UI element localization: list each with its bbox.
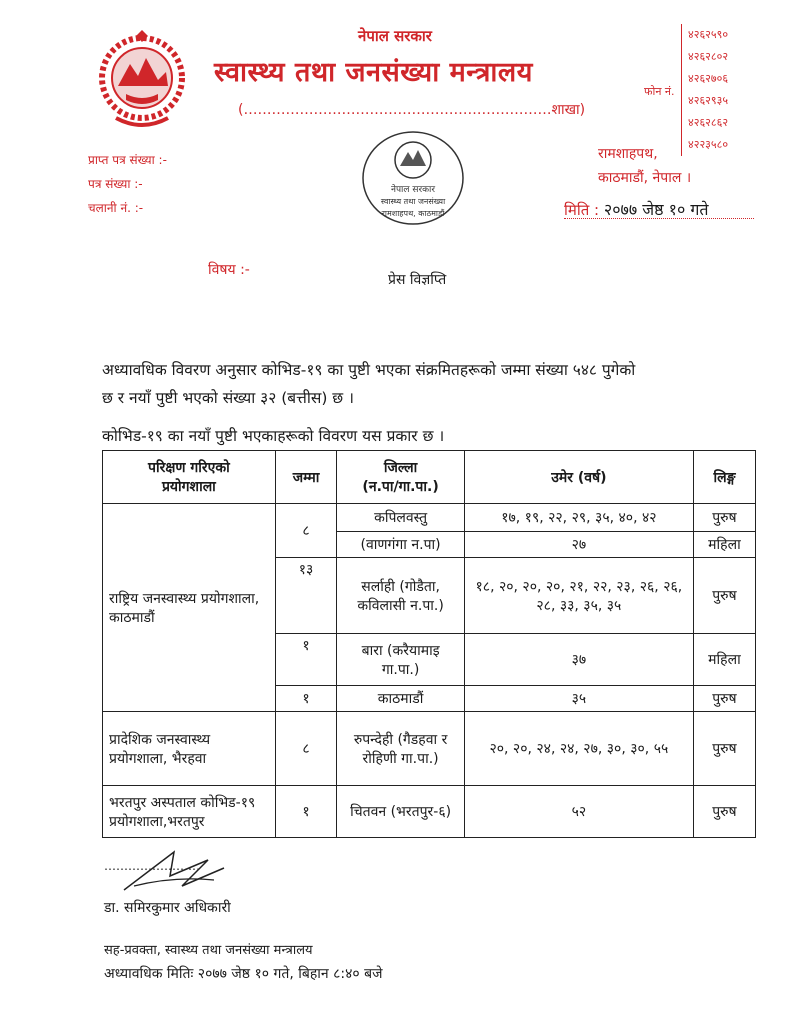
total-cell: ८ [275, 504, 337, 558]
header-age: उमेर (वर्ष) [464, 451, 693, 504]
official-stamp [358, 126, 468, 231]
age-cell: २७ [464, 532, 693, 558]
paragraph-new-cases: छ र नयाँ पुष्टी भएको संख्या ३२ (बत्तीस) छ । [102, 389, 354, 407]
table-row [103, 504, 756, 532]
total-cell: ८ [275, 712, 337, 786]
age-cell: ५२ [464, 786, 693, 838]
phone-number: ४२६२५९० [688, 28, 729, 41]
government-heading: नेपाल सरकार [358, 27, 432, 45]
new-cases-table [102, 450, 756, 838]
total-cell: १३ [275, 558, 337, 634]
phone-number: ४२६२८०२ [688, 50, 729, 63]
header-lab: परिक्षण गरिएको प्रयोगशाला [103, 451, 276, 504]
received-ref: प्राप्त पत्र संख्या :- [88, 153, 167, 167]
dispatch-ref: चलानी नं. :- [88, 201, 144, 215]
lab-cell: राष्ट्रिय जनस्वास्थ्य प्रयोगशाला, काठमाडौं [103, 504, 276, 712]
section-line: (…………………………………………………………शाखा) [238, 102, 586, 118]
header-total: जम्मा [275, 451, 337, 504]
gender-cell: पुरुष [693, 504, 755, 532]
header-district: जिल्ला (न.पा/गा.पा.) [337, 451, 465, 504]
address-line-2: काठमाडौं, नेपाल । [598, 170, 692, 186]
table-row [103, 786, 756, 838]
gender-cell: पुरुष [693, 686, 755, 712]
phone-number: ४२६२८६२ [688, 116, 729, 129]
phone-number: ४२२३५८० [688, 138, 729, 151]
lab-cell: प्रादेशिक जनस्वास्थ्य प्रयोगशाला, भैरहवा [103, 712, 276, 786]
gender-cell: महिला [693, 532, 755, 558]
age-cell: १८, २०, २०, २०, २१, २२, २३, २६, २६, २८, ३३, ३५, ३५ [464, 558, 693, 634]
age-cell: १७, १९, २२, २९, ३५, ४०, ४२ [464, 504, 693, 532]
reference-block [88, 148, 167, 220]
nepal-emblem-icon [96, 28, 188, 132]
updated-timestamp: अध्यावधिक मितिः २०७७ जेष्ठ १० गते, बिहान ८:४० बजे [104, 966, 383, 982]
address-line-1: रामशाहपथ, [598, 146, 658, 162]
district-cell: सर्लाही (गोडैता, कविलासी न.पा.) [337, 558, 465, 634]
table-header-row [103, 451, 756, 504]
total-cell: १ [275, 686, 337, 712]
lab-cell: भरतपुर अस्पताल कोभिड-१९ प्रयोगशाला,भरतपुर [103, 786, 276, 838]
paragraph-details-intro: कोभिड-१९ का नयाँ पुष्टी भएकाहरूको विवरण यस प्रकार छ । [102, 427, 445, 445]
subject-value: प्रेस विज्ञप्ति [388, 272, 447, 288]
date-label: मिति : [564, 201, 600, 219]
gender-cell: पुरुष [693, 558, 755, 634]
district-cell: रुपन्देही (गैडहवा र रोहिणी गा.पा.) [337, 712, 465, 786]
signature-scribble [104, 846, 244, 896]
signature-dots: …………………… [104, 859, 200, 873]
date-value: २०७७ जेष्ठ १० गते [603, 200, 709, 219]
subject-label: विषय :- [208, 262, 250, 278]
paragraph-total-cases: अध्यावधिक विवरण अनुसार कोभिड-१९ का पुष्टी भएका संक्रमितहरूको जम्मा संख्या ५४८ पुगेको [102, 361, 636, 379]
gender-cell: महिला [693, 634, 755, 686]
phone-label: फोन नं. [644, 85, 675, 98]
total-cell: १ [275, 634, 337, 686]
district-cell: चितवन (भरतपुर-६) [337, 786, 465, 838]
total-cell: १ [275, 786, 337, 838]
district-cell: कपिलवस्तु [337, 504, 465, 532]
gender-cell: पुरुष [693, 712, 755, 786]
date-line [564, 198, 709, 220]
phone-list [681, 24, 748, 156]
stamp-text-3: रामशाहपथ, काठमाडौं [381, 209, 445, 218]
age-cell: ३५ [464, 686, 693, 712]
district-cell: काठमाडौं [337, 686, 465, 712]
table-row [103, 712, 756, 786]
age-cell: ३७ [464, 634, 693, 686]
ministry-heading: स्वास्थ्य तथा जनसंख्या मन्त्रालय [214, 57, 533, 88]
date-underline [564, 218, 754, 219]
stamp-text-2: स्वास्थ्य तथा जनसंख्या [380, 197, 446, 206]
signatory-name: डा. समिरकुमार अधिकारी [104, 900, 231, 916]
header-gender: लिङ्ग [693, 451, 755, 504]
district-cell: (वाणगंगा न.पा) [337, 532, 465, 558]
stamp-text-1: नेपाल सरकार [390, 185, 436, 195]
age-cell: २०, २०, २४, २४, २७, ३०, ३०, ५५ [464, 712, 693, 786]
phone-number: ४२६२७०६ [688, 72, 729, 85]
signatory-title: सह-प्रवक्ता, स्वास्थ्य तथा जनसंख्या मन्त्रालय [104, 943, 313, 958]
district-cell: बारा (करैयामाइ गा.पा.) [337, 634, 465, 686]
phone-number: ४२६२९३५ [688, 94, 729, 107]
letter-ref: पत्र संख्या :- [88, 177, 143, 191]
gender-cell: पुरुष [693, 786, 755, 838]
letterhead [88, 18, 758, 293]
address-block [598, 142, 691, 190]
